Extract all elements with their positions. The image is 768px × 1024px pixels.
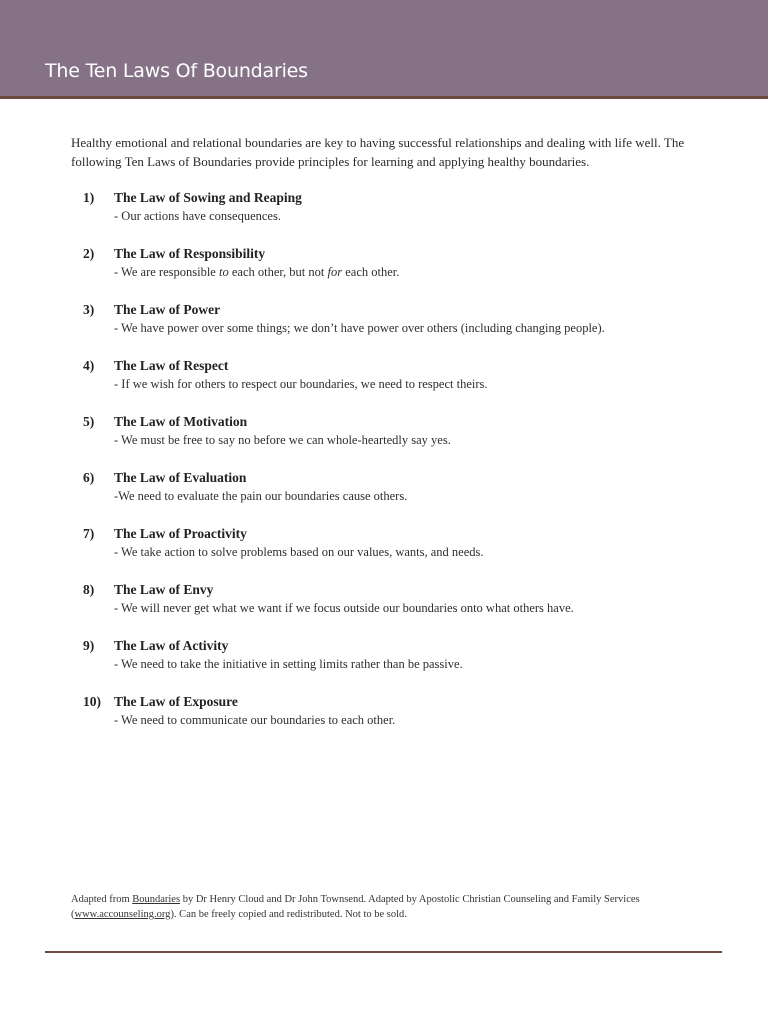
law-number: 6) <box>83 470 95 485</box>
law-description: - We have power over some things; we don’t have power over others (including changing people). <box>114 321 605 335</box>
laws-list <box>71 188 711 748</box>
footer-divider <box>45 951 722 953</box>
law-title: The Law of Envy <box>114 582 214 597</box>
website-link[interactable]: www.accounseling.org <box>74 909 171 920</box>
law-description: - We take action to solve problems based on our values, wants, and needs. <box>114 545 484 559</box>
law-item <box>71 524 711 580</box>
header-divider <box>0 96 768 99</box>
attribution-note: Adapted from Boundaries by Dr Henry Cloud and Dr John Townsend. Adapted by Apostolic Christian Counseling and Family Services (www.accounseling.org). Can be freely copied and redistributed. Not to be sold. <box>71 894 640 920</box>
law-title: The Law of Power <box>114 302 221 317</box>
law-item <box>71 244 711 300</box>
law-description: - We must be free to say no before we can whole-heartedly say yes. <box>114 433 451 447</box>
law-item <box>71 692 711 748</box>
law-description: - We need to communicate our boundaries to each other. <box>114 713 396 727</box>
emphasis-for: for <box>327 265 343 279</box>
law-number: 3) <box>83 302 95 317</box>
law-number: 8) <box>83 582 95 597</box>
page-title: The Ten Laws Of Boundaries <box>45 60 308 82</box>
law-item <box>71 412 711 468</box>
law-item <box>71 188 711 244</box>
law-number: 1) <box>83 190 95 205</box>
law-description: -We need to evaluate the pain our boundaries cause others. <box>114 489 408 503</box>
law-description: - Our actions have consequences. <box>114 209 281 223</box>
intro-paragraph: Healthy emotional and relational boundaries are key to having successful relationships and dealing with life well. The following Ten Laws of Boundaries provide principles for learning and applying healthy boundaries. <box>71 135 685 169</box>
law-title: The Law of Sowing and Reaping <box>114 190 302 205</box>
law-item <box>71 468 711 524</box>
law-number: 5) <box>83 414 95 429</box>
emphasis-to: to <box>218 265 229 279</box>
law-item <box>71 300 711 356</box>
law-description: - If we wish for others to respect our boundaries, we need to respect theirs. <box>114 377 488 391</box>
law-title: The Law of Evaluation <box>114 470 247 485</box>
law-title: The Law of Proactivity <box>114 526 247 541</box>
law-number: 2) <box>83 246 95 261</box>
law-item <box>71 356 711 412</box>
book-title-link: Boundaries <box>132 894 181 905</box>
law-description: - We will never get what we want if we focus outside our boundaries onto what others have. <box>114 601 574 615</box>
law-title: The Law of Activity <box>114 638 229 653</box>
law-item <box>71 636 711 692</box>
law-number: 10) <box>83 694 101 709</box>
law-number: 9) <box>83 638 95 653</box>
law-title: The Law of Respect <box>114 358 229 373</box>
law-number: 7) <box>83 526 95 541</box>
law-description: - We need to take the initiative in setting limits rather than be passive. <box>114 657 463 671</box>
law-description: - We are responsible to each other, but not for each other. <box>114 265 400 279</box>
law-item <box>71 580 711 636</box>
law-title: The Law of Responsibility <box>114 246 266 261</box>
law-number: 4) <box>83 358 95 373</box>
law-title: The Law of Motivation <box>114 414 248 429</box>
law-title: The Law of Exposure <box>114 694 238 709</box>
